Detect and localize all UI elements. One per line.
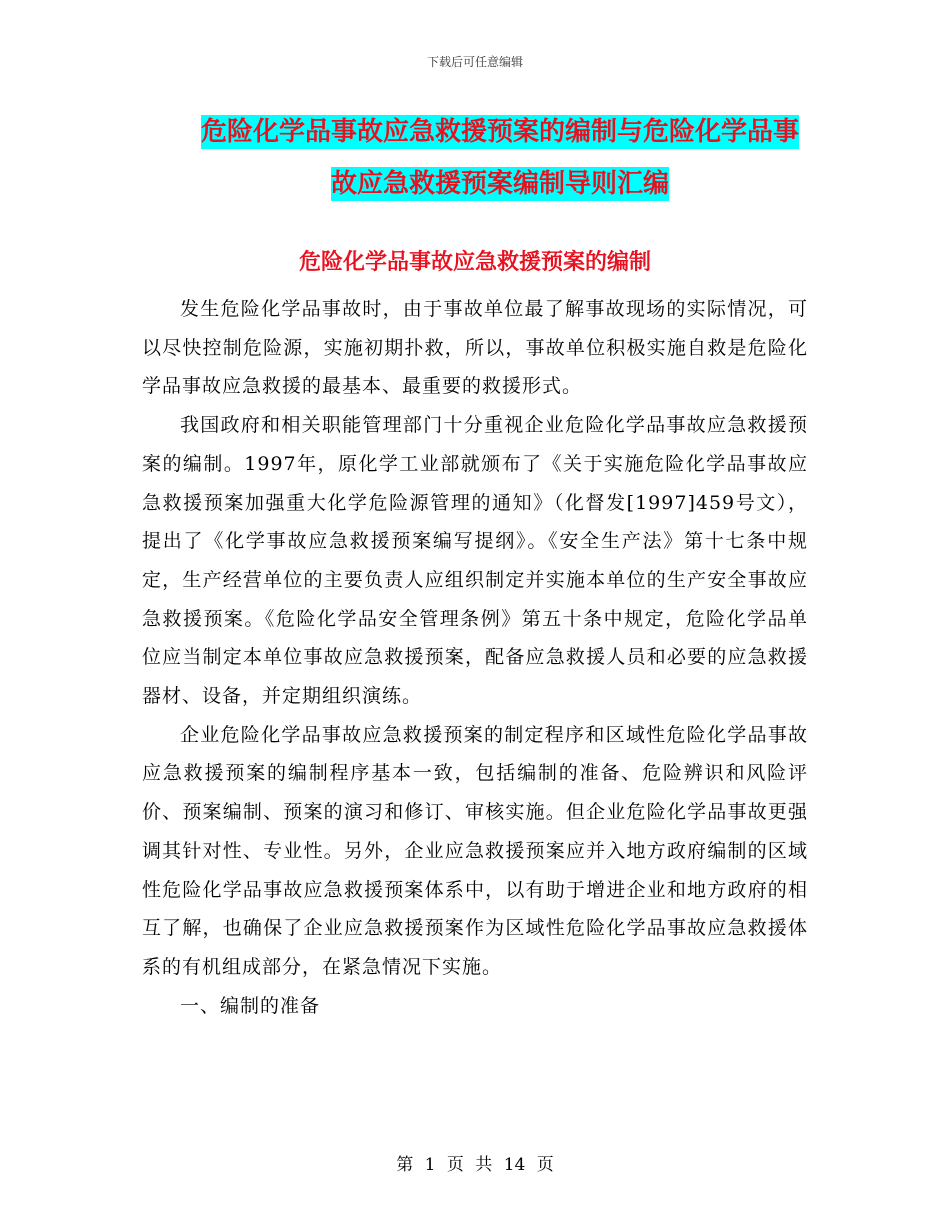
document-title [170,106,830,210]
page-footer-page-number: 第 1 页 共 14 页 [396,1155,554,1175]
section-title: 危险化学品事故应急救援预案的编制 [298,250,651,275]
paragraph-1: 发生危险化学品事故时，由于事故单位最了解事故现场的实际情况，可以尽快控制危险源，实施初期扑救，所以，事故单位积极实施自救是危险化学品事故应急救援的最基本、最重要的救援形式。 [142,298,808,398]
document-title-line-1: 危险化学品事故应急救援预案的编制与危险化学品事 [200,117,799,147]
document-body [142,290,808,1025]
paragraph-2: 我国政府和相关职能管理部门十分重视企业危险化学品事故应急救援预案的编制。1997年，原化学工业部就颁布了《关于实施危险化学品事故应急救援预案加强重大化学危险源管理的通知》（化督发[1997]459号文），提出了《化学事故应急救援预案编写提纲》。《安全生产法》第十七条中规定，生产经营单位的主要负责人应组织制定并实施本单位的生产安全事故应急救援预案。《危险化学品安全管理条例》第五十条中规定，危险化学品单位应当制定本单位事故应急救援预案，配备应急救援人员和必要的应急救援器材、设备，并定期组织演练。 [142,414,808,708]
page-header-note: 下载后可任意编辑 [426,55,523,69]
document-title-line-2: 故应急救援预案编制导则汇编 [330,169,669,199]
subsection-heading: 一、编制的准备 [180,994,321,1017]
paragraph-3: 企业危险化学品事故应急救援预案的制定程序和区域性危险化学品事故应急救援预案的编制程序基本一致，包括编制的准备、危险辨识和风险评价、预案编制、预案的演习和修订、审核实施。但企业危险化学品事故更强调其针对性、专业性。另外，企业应急救援预案应并入地方政府编制的区域性危险化学品事故应急救援预案体系中，以有助于增进企业和地方政府的相互了解，也确保了企业应急救援预案作为区域性危险化学品事故应急救援体系的有机组成部分，在紧急情况下实施。 [142,723,808,978]
